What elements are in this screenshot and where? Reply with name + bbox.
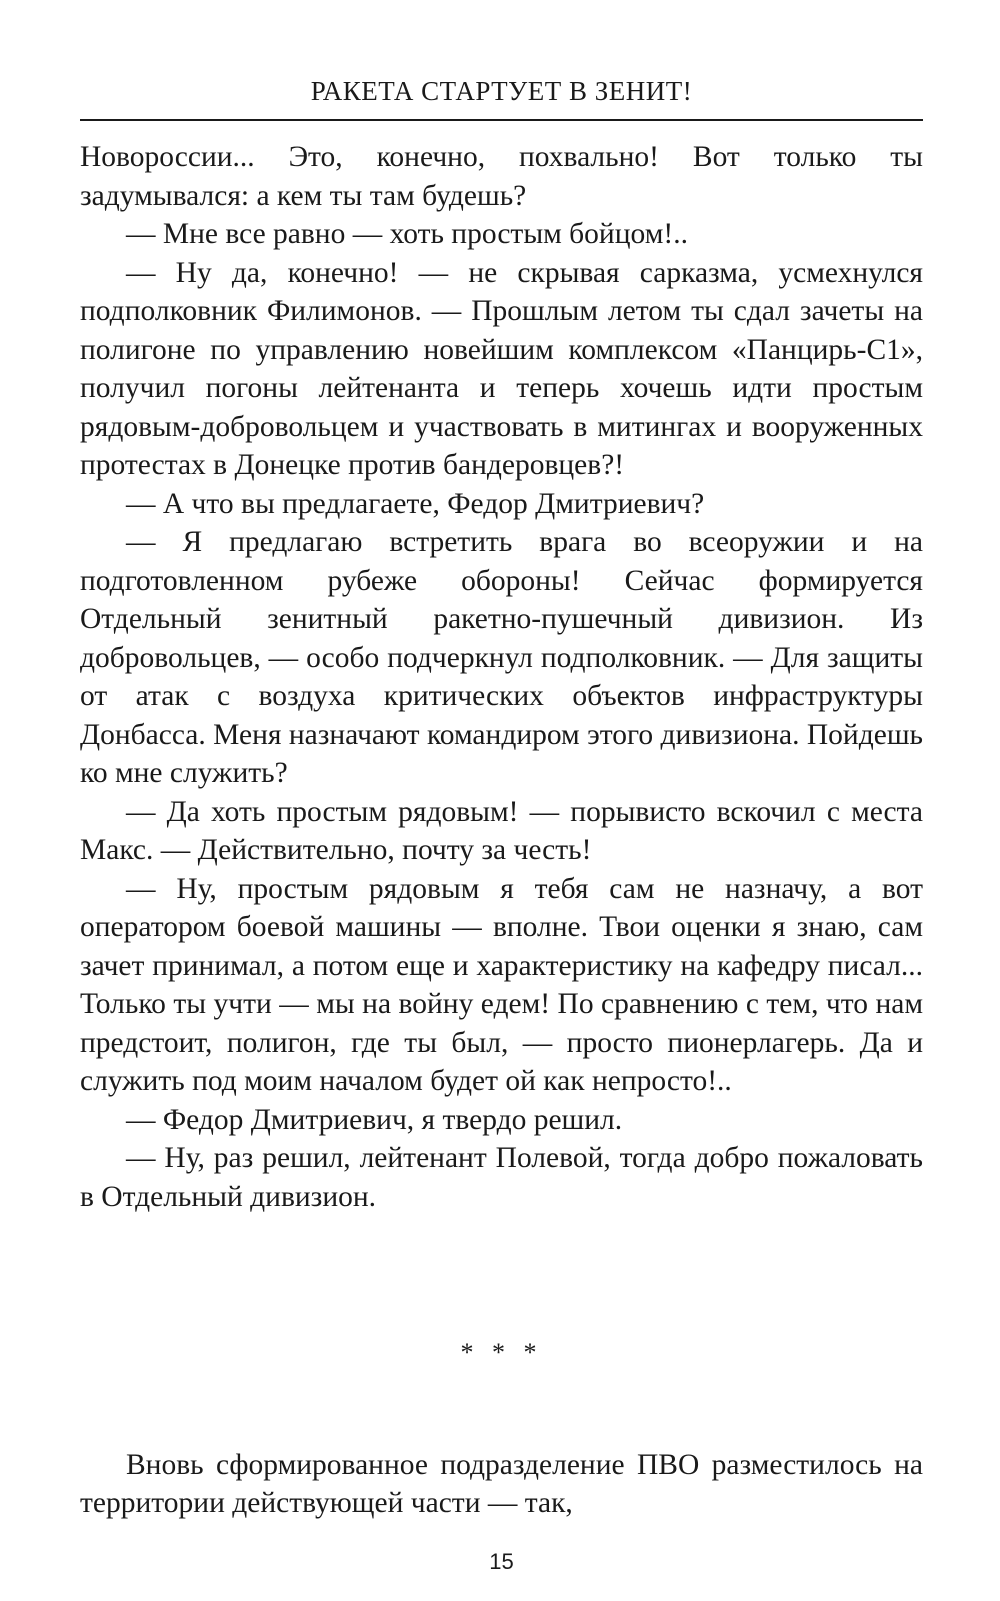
running-head-title: РАКЕТА СТАРТУЕТ В ЗЕНИТ!	[310, 76, 693, 106]
paragraph: — Ну, раз решил, лейтенант Полевой, тогда добро пожаловать в Отдельный дивизион.	[80, 1142, 923, 1213]
main-text	[80, 138, 923, 1216]
header-divider	[80, 119, 923, 121]
paragraph: — А что вы предлагаете, Федор Дмитриевич?	[126, 487, 705, 520]
paragraph: Новороссии... Это, конечно, похвально! Вот только ты задумывался: а кем ты там будешь?	[80, 141, 923, 212]
paragraph: — Да хоть простым рядовым! — порывисто вскочил с места Макс. — Действительно, почту за честь!	[80, 795, 923, 866]
closing-paragraph: Вновь сформированное подразделение ПВО разместилось на территории действующей части — так,	[80, 1448, 923, 1519]
scene-break-asterisks: * * *	[460, 1338, 543, 1367]
paragraph: — Ну, простым рядовым я тебя сам не назначу, а вот оператором боевой машины — вполне. Твои оценки я знаю, сам зачет принимал, а потом еще и характеристику на кафедру писал... Только ты учти — мы на войну едем! По сравнению с тем, что нам предстоит, полигон, где ты был, — просто пионерлагерь. Да и служить под моим началом будет ой как непросто!..	[80, 872, 923, 1097]
paragraph: — Мне все равно — хоть простым бойцом!..	[126, 218, 688, 250]
page-number: 15	[489, 1549, 514, 1574]
paragraph: — Я предлагаю встретить врага во всеоружии и на подготовленном рубеже обороны! Сейчас формируется Отдельный зенитный ракетно-пушечный дивизион. Из добровольцев, — особо подчеркнул подполковник. — Для защиты от атак с воздуха критических объектов инфраструктуры Донбасса. Меня назначают командиром этого дивизиона. Пойдешь ко мне служить?	[80, 526, 923, 789]
paragraph: — Федор Дмитриевич, я твердо решил.	[126, 1103, 623, 1136]
paragraph: — Ну да, конечно! — не скрывая сарказма, усмехнулся подполковник Филимонов. — Прошлым летом ты сдал зачеты на полигоне по управлению новейшим комплексом «Панцирь-С1», получил погоны лейтенанта и теперь хочешь идти простым рядовым-добровольцем и участвовать в митингах и вооруженных протестах в Донецке против бандеровцев?!	[80, 256, 923, 481]
